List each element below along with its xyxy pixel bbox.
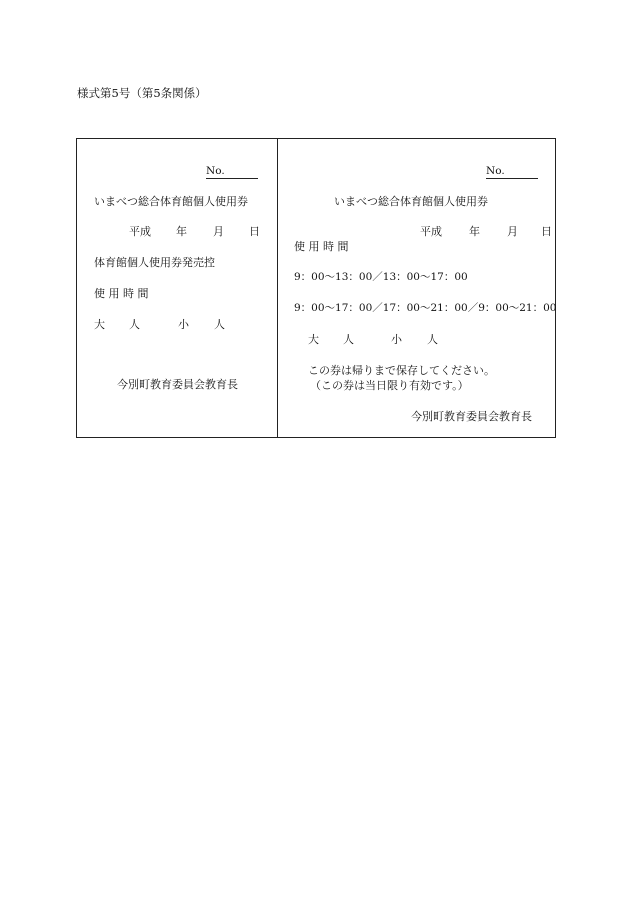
ticket-issuer: 今別町教育委員会教育長	[411, 410, 532, 423]
stub-child-suffix: 人	[214, 318, 225, 331]
stub-era: 平成	[129, 225, 151, 238]
ticket-year: 年	[469, 225, 480, 238]
ticket-child-suffix: 人	[427, 333, 438, 346]
stub-number-field: No.	[206, 166, 258, 179]
ticket-day: 日	[541, 225, 552, 238]
ticket-number-field: No.	[486, 166, 538, 179]
ticket-time-slots-1: 9：00～13：00／13：00～17：00	[294, 271, 468, 283]
stub-year: 年	[176, 225, 187, 238]
ticket-adult-label: 大	[308, 333, 319, 346]
ticket-note-keep: この券は帰りまで保存してください。	[308, 364, 495, 377]
stub-usage-time-label: 使 用 時 間	[94, 287, 149, 300]
stub-month: 月	[213, 225, 224, 238]
stub-issuer: 今別町教育委員会教育長	[117, 378, 238, 391]
ticket-time-slots-2: 9：00～17：00／17：00～21：00／9：00～21：00	[294, 302, 557, 314]
ticket-era: 平成	[420, 225, 442, 238]
ticket-title: いまべつ総合体育館個人使用券	[334, 195, 488, 208]
stub-label: 体育館個人使用券発売控	[94, 256, 215, 269]
perforation-divider	[277, 139, 278, 437]
ticket-form	[76, 138, 556, 438]
stub-adult-suffix: 人	[129, 318, 140, 331]
ticket-month: 月	[507, 225, 518, 238]
form-reference: 様式第5号（第5条関係）	[77, 86, 207, 100]
ticket-usage-time-label: 使 用 時 間	[294, 240, 349, 253]
stub-child-label: 小	[178, 318, 189, 331]
stub-adult-label: 大	[94, 318, 105, 331]
stub-title: いまべつ総合体育館個人使用券	[94, 195, 248, 208]
ticket-child-label: 小	[391, 333, 402, 346]
ticket-note-valid: （この券は当日限り有効です。）	[310, 379, 469, 392]
stub-day: 日	[249, 225, 260, 238]
ticket-adult-suffix: 人	[343, 333, 354, 346]
